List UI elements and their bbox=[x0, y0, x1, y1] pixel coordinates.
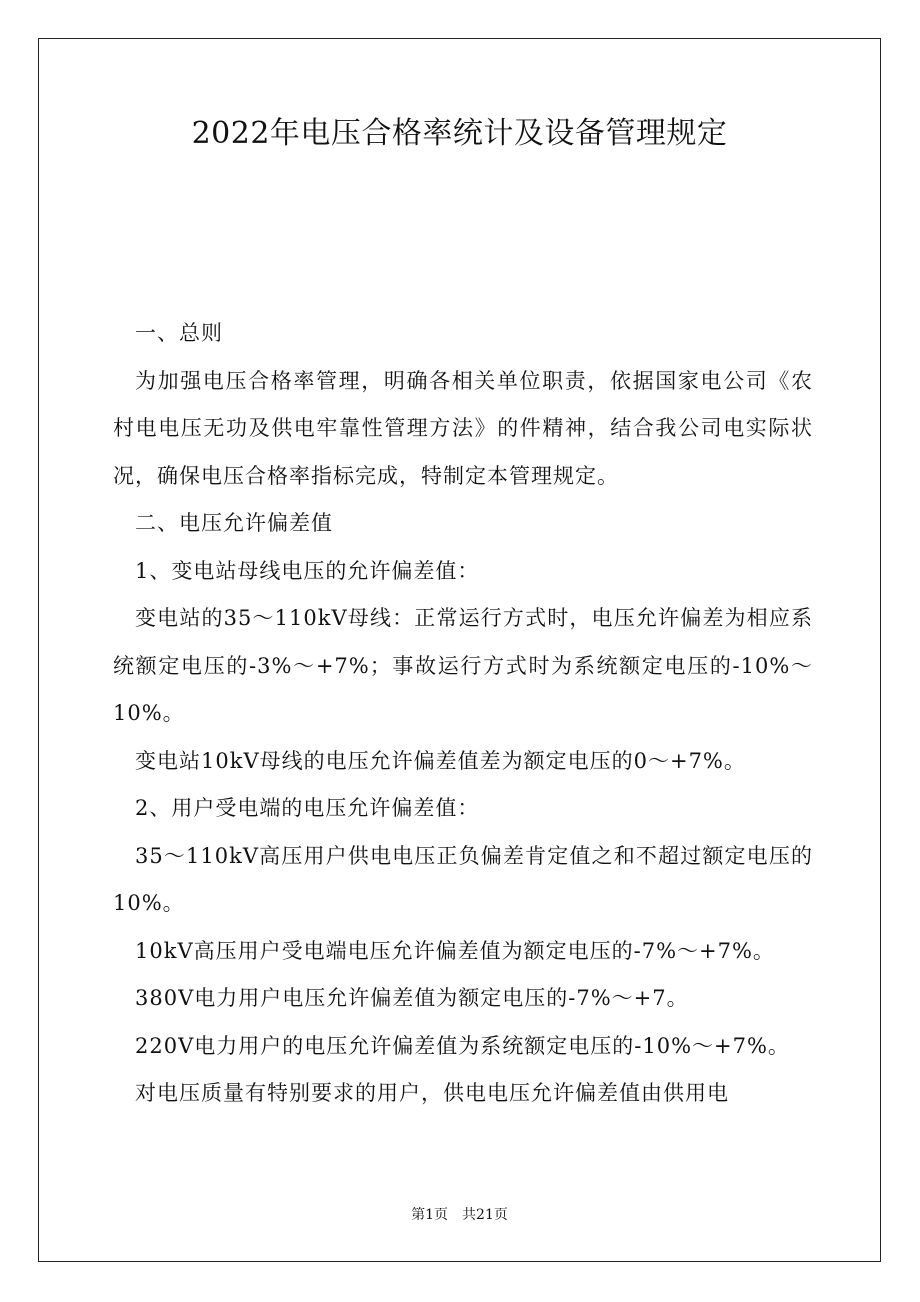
paragraph-purpose: 为加强电压合格率管理，明确各相关单位职责，依据国家电公司《农村电电压无功及供电牢靠性管理方法》的件精神，结合我公司电实际状况，确保电压合格率指标完成，特制定本管理规定。 bbox=[113, 368, 813, 488]
page-footer bbox=[38, 1205, 881, 1225]
paragraph-10kv-bus: 变电站10kV母线的电压允许偏差值差为额定电压的0～+7%。 bbox=[135, 748, 746, 773]
paragraph-10kv-user: 10kV高压用户受电端电压允许偏差值为额定电压的-7%～+7%。 bbox=[135, 938, 775, 963]
paragraph-special-users: 对电压质量有特别要求的用户，供电电压允许偏差值由供用电 bbox=[135, 1081, 729, 1105]
subheading-substation-bus: 1、变电站母线电压的允许偏差值： bbox=[135, 558, 480, 583]
document-body bbox=[113, 310, 813, 1118]
paragraph-35-110kv-user: 35～110kV高压用户供电电压正负偏差肯定值之和不超过额定电压的10%。 bbox=[113, 843, 813, 915]
document-title: 2022年电压合格率统计及设备管理规定 bbox=[191, 116, 728, 151]
section-heading-voltage-deviation: 二、电压允许偏差值 bbox=[135, 511, 333, 535]
section-heading-general: 一、总则 bbox=[135, 321, 223, 345]
page-total: 共21页 bbox=[462, 1207, 508, 1223]
subheading-user-terminal: 2、用户受电端的电压允许偏差值： bbox=[135, 796, 480, 820]
paragraph-380v-user: 380V电力用户电压允许偏差值为额定电压的-7%～+7。 bbox=[135, 986, 689, 1010]
page-number: 第1页 bbox=[411, 1207, 449, 1223]
paragraph-35-110kv-bus: 变电站的35～110kV母线：正常运行方式时，电压允许偏差为相应系统额定电压的-3%～+7%；事故运行方式时为系统额定电压的-10%～10%。 bbox=[113, 606, 813, 725]
paragraph-220v-user: 220V电力用户的电压允许偏差值为系统额定电压的-10%～+7%。 bbox=[135, 1033, 790, 1058]
